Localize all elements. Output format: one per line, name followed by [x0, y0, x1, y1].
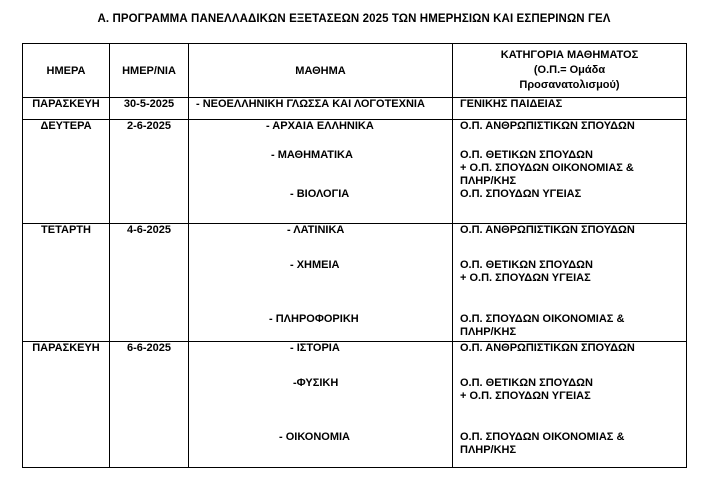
category-line: Ο.Π. ΘΕΤΙΚΩΝ ΣΠΟΥΔΩΝ	[460, 259, 593, 271]
subject-name: - ΜΑΘΗΜΑΤΙΚΑ	[271, 149, 353, 161]
category-line: Ο.Π. ΑΝΘΡΩΠΙΣΤΙΚΩΝ ΣΠΟΥΔΩΝ	[460, 224, 635, 236]
exam-schedule-table	[22, 43, 687, 468]
subject-name: -ΦΥΣΙΚΗ	[293, 377, 339, 389]
subject-name: - ΟΙΚΟΝΟΜΙΑ	[279, 431, 350, 443]
row-day: ΤΕΤΑΡΤΗ	[23, 224, 110, 342]
category-line: Ο.Π. ΑΝΘΡΩΠΙΣΤΙΚΩΝ ΣΠΟΥΔΩΝ	[460, 120, 635, 132]
table-row	[23, 98, 687, 120]
row-subjects	[189, 98, 453, 120]
subject-name: - ΧΗΜΕΙΑ	[290, 259, 340, 271]
document-title: Α. ΠΡΟΓΡΑΜΜΑ ΠΑΝΕΛΛΑΔΙΚΩΝ ΕΞΕΤΑΣΕΩΝ 2025 ΤΩΝ ΗΜΕΡΗΣΙΩΝ ΚΑΙ ΕΣΠΕΡΙΝΩΝ ΓΕΛ	[97, 13, 611, 25]
row-categories	[453, 98, 687, 120]
row-categories	[453, 120, 687, 224]
header-row	[23, 44, 687, 98]
row-categories	[453, 342, 687, 468]
category-line: Ο.Π. ΣΠΟΥΔΩΝ ΟΙΚΟΝΟΜΙΑΣ &	[460, 431, 625, 443]
category-line: Ο.Π. ΑΝΘΡΩΠΙΣΤΙΚΩΝ ΣΠΟΥΔΩΝ	[460, 342, 635, 354]
category-line: Ο.Π. ΘΕΤΙΚΩΝ ΣΠΟΥΔΩΝ	[460, 377, 593, 389]
row-day: ΔΕΥΤΕΡΑ	[23, 120, 110, 224]
subject-name: - ΛΑΤΙΝΙΚΑ	[287, 224, 345, 236]
header-subject: ΜΑΘΗΜΑ	[189, 44, 453, 98]
row-date: 30-5-2025	[110, 98, 189, 120]
row-categories	[453, 224, 687, 342]
category-line: + Ο.Π. ΣΠΟΥΔΩΝ ΥΓΕΙΑΣ	[460, 272, 591, 284]
table-row	[23, 224, 687, 342]
row-day: ΠΑΡΑΣΚΕΥΗ	[23, 98, 110, 120]
row-subjects	[189, 342, 453, 468]
row-date: 4-6-2025	[110, 224, 189, 342]
category-line: ΠΛΗΡ/ΚΗΣ	[460, 175, 517, 187]
header-category	[453, 44, 687, 98]
subject-name: - ΙΣΤΟΡΙΑ	[290, 342, 340, 354]
row-subjects	[189, 224, 453, 342]
row-date: 6-6-2025	[110, 342, 189, 468]
header-day: ΗΜΕΡΑ	[23, 44, 110, 98]
subject-name: - ΠΛΗΡΟΦΟΡΙΚΗ	[269, 313, 359, 325]
category-line: ΠΛΗΡ/ΚΗΣ	[460, 326, 517, 338]
category-line: ΓΕΝΙΚΗΣ ΠΑΙΔΕΙΑΣ	[460, 98, 563, 110]
header-category-line: Προσανατολισμού)	[519, 79, 620, 91]
table-row	[23, 120, 687, 224]
subject-name: - ΒΙΟΛΟΓΙΑ	[290, 188, 350, 200]
table-row	[23, 342, 687, 468]
category-line: Ο.Π. ΘΕΤΙΚΩΝ ΣΠΟΥΔΩΝ	[460, 149, 593, 161]
subject-name: - ΑΡΧΑΙΑ ΕΛΛΗΝΙΚΑ	[266, 120, 374, 132]
category-line: Ο.Π. ΣΠΟΥΔΩΝ ΥΓΕΙΑΣ	[460, 188, 582, 200]
category-line: + Ο.Π. ΣΠΟΥΔΩΝ ΟΙΚΟΝΟΜΙΑΣ &	[460, 162, 634, 174]
category-line: ΠΛΗΡ/ΚΗΣ	[460, 444, 517, 456]
row-date: 2-6-2025	[110, 120, 189, 224]
subject-name: - ΝΕΟΕΛΛΗΝΙΚΗ ΓΛΩΣΣΑ ΚΑΙ ΛΟΓΟΤΕΧΝΙΑ	[196, 98, 425, 110]
category-line: Ο.Π. ΣΠΟΥΔΩΝ ΟΙΚΟΝΟΜΙΑΣ &	[460, 313, 625, 325]
header-category-line: ΚΑΤΗΓΟΡΙΑ ΜΑΘΗΜΑΤΟΣ	[500, 49, 639, 61]
header-category-line: (Ο.Π.= Ομάδα	[533, 64, 606, 76]
category-line: + Ο.Π. ΣΠΟΥΔΩΝ ΥΓΕΙΑΣ	[460, 390, 591, 402]
header-date: ΗΜΕΡ/ΝΙΑ	[110, 44, 189, 98]
row-day: ΠΑΡΑΣΚΕΥΗ	[23, 342, 110, 468]
row-subjects	[189, 120, 453, 224]
